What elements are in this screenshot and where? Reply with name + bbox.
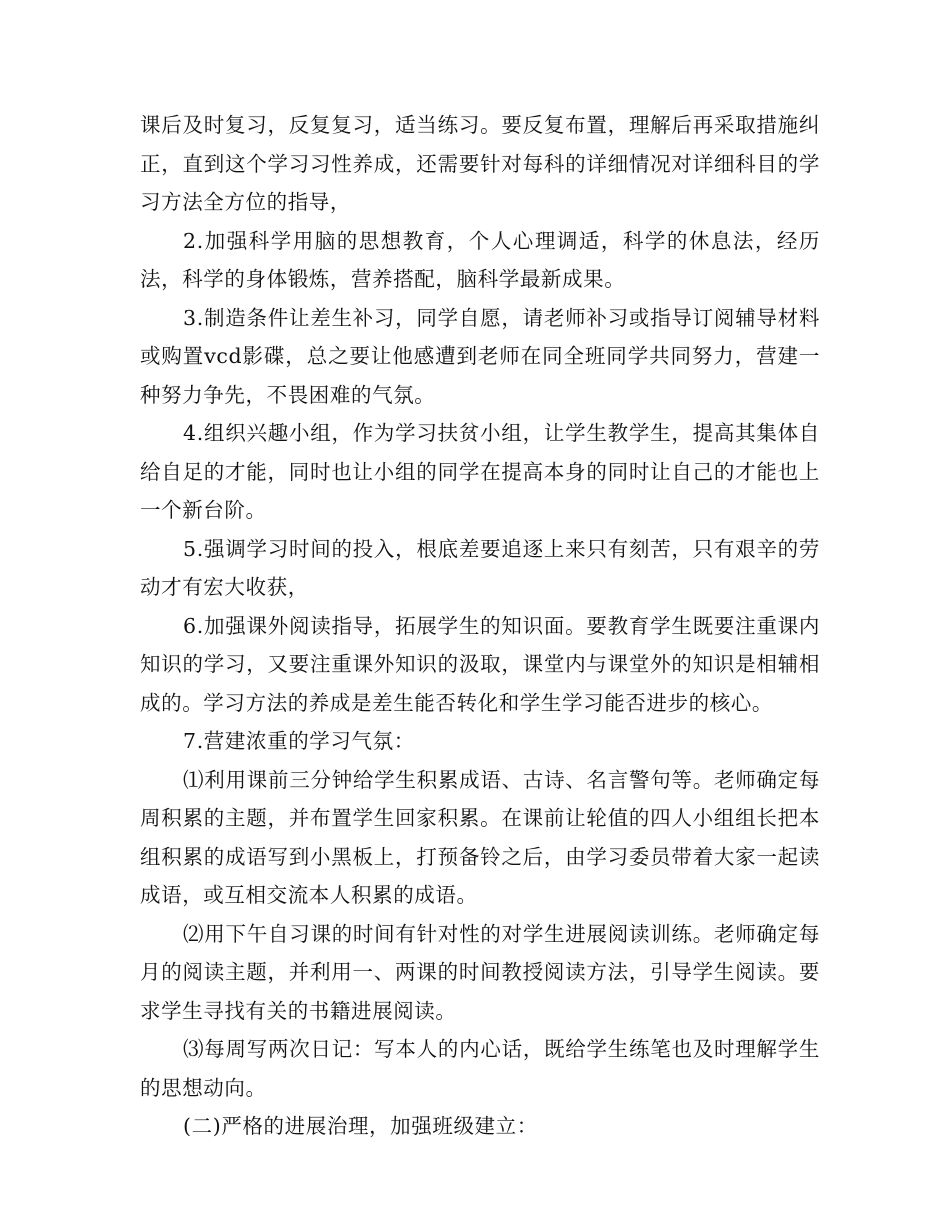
- paragraph-subitem-2: ⑵用下午自习课的时间有针对性的对学生进展阅读训练。老师确定每月的阅读主题，并利用一、两课的时间教授阅读方法，引导学生阅读。要求学生寻找有关的书籍进展阅读。: [140, 921, 820, 1023]
- paragraph-item-2: 2.加强科学用脑的思想教育，个人心理调适，科学的休息法，经历法，科学的身体锻炼，营养搭配，脑科学最新成果。: [140, 228, 820, 291]
- paragraph-subitem-3: ⑶每周写两次日记：写本人的内心话，既给学生练笔也及时理解学生的思想动向。: [140, 1037, 820, 1100]
- paragraph-item-5: 5.强调学习时间的投入，根底差要追逐上来只有刻苦，只有艰辛的劳动才有宏大收获，: [140, 536, 820, 599]
- paragraph-item-7: 7.营建浓重的学习气氛：: [183, 729, 415, 753]
- section-heading-2: (二)严格的进展治理，加强班级建立：: [183, 1114, 538, 1138]
- paragraph-item-3: 3.制造条件让差生补习，同学自愿，请老师补习或指导订阅辅导材料或购置vcd影碟，总之要让他感遭到老师在同全班同学共同努力，营建一种努力争先，不畏困难的气氛。: [140, 305, 820, 407]
- paragraph-subitem-1: ⑴利用课前三分钟给学生积累成语、古诗、名言警句等。老师确定每周积累的主题，并布置学生回家积累。在课前让轮值的四人小组组长把本组积累的成语写到小黑板上，打预备铃之后，由学习委员带着大家一起读成语，或互相交流本人积累的成语。: [140, 767, 820, 907]
- paragraph-continuation: 课后及时复习，反复复习，适当练习。要反复布置，理解后再采取措施纠正，直到这个学习习性养成，还需要针对每科的详细情况对详细科目的学习方法全方位的指导，: [140, 113, 820, 214]
- paragraph-item-4: 4.组织兴趣小组，作为学习扶贫小组，让学生教学生，提高其集体自给自足的才能，同时也让小组的同学在提高本身的同时让自己的才能也上一个新台阶。: [140, 421, 820, 522]
- paragraph-item-6: 6.加强课外阅读指导，拓展学生的知识面。要教育学生既要注重课内知识的学习，又要注重课外知识的汲取，课堂内与课堂外的知识是相辅相成的。学习方法的养成是差生能否转化和学生学习能否进步的核心。: [140, 613, 820, 715]
- document-body: [140, 106, 820, 1146]
